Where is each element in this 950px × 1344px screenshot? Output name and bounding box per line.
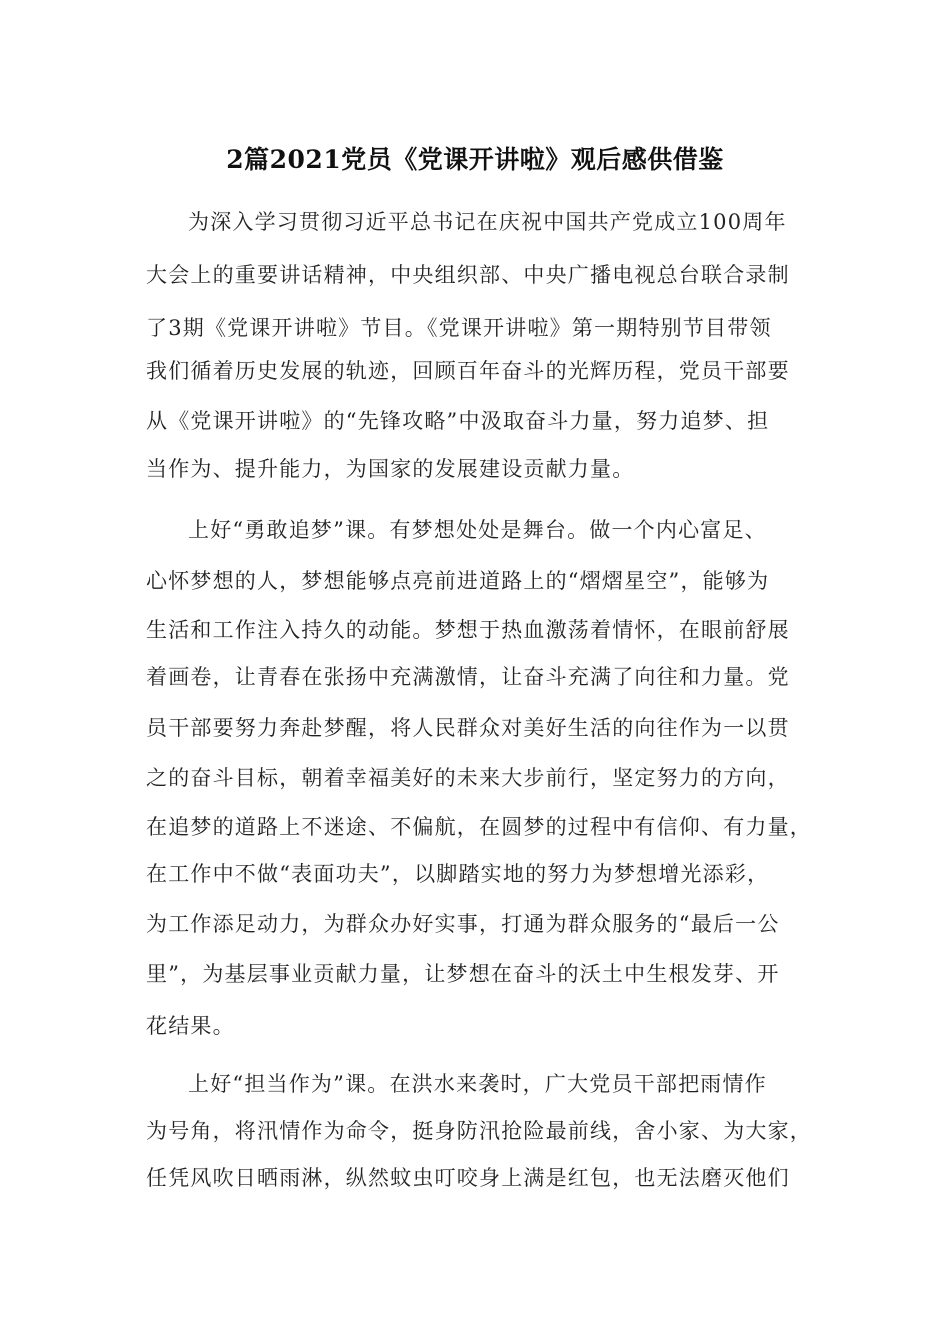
paragraph-1-line-2: 大会上的重要讲话精神，中央组织部、中央广播电视总台联合录制 bbox=[146, 263, 790, 287]
paragraph-1-line-1: 为深入学习贯彻习近平总书记在庆祝中国共产党成立100周年 bbox=[188, 210, 787, 234]
paragraph-1-line-6: 当作为、提升能力，为国家的发展建设贡献力量。 bbox=[146, 457, 635, 481]
paragraph-2-line-9: 为工作添足动力，为群众办好实事，打通为群众服务的“最后一公 bbox=[146, 912, 780, 936]
paragraph-1-line-4: 我们循着历史发展的轨迹，回顾百年奋斗的光辉历程，党员干部要 bbox=[146, 359, 790, 383]
paragraph-2-line-11: 花结果。 bbox=[146, 1014, 235, 1038]
paragraph-3-line-2: 为号角，将汛情作为命令，挺身防汛抢险最前线，舍小家、为大家， bbox=[146, 1119, 812, 1143]
paragraph-2-line-4: 着画卷，让青春在张扬中充满激情，让奋斗充满了向往和力量。党 bbox=[146, 665, 790, 689]
paragraph-2-line-7: 在追梦的道路上不迷途、不偏航，在圆梦的过程中有信仰、有力量， bbox=[146, 815, 812, 839]
paragraph-2-line-2: 心怀梦想的人，梦想能够点亮前进道路上的“熠熠星空”，能够为 bbox=[146, 569, 770, 593]
paragraph-3-line-3: 任凭风吹日晒雨淋，纵然蚊虫叮咬身上满是红包，也无法磨灭他们 bbox=[146, 1166, 790, 1190]
paragraph-2-line-1: 上好“勇敢追梦”课。有梦想处处是舞台。做一个内心富足、 bbox=[188, 518, 767, 542]
paragraph-1-line-3: 了3期《党课开讲啦》节目。《党课开讲啦》第一期特别节目带领 bbox=[146, 316, 772, 340]
paragraph-3-line-1: 上好“担当作为”课。在洪水来袭时，广大党员干部把雨情作 bbox=[188, 1072, 767, 1096]
document-title: 2篇2021党员《党课开讲啦》观后感供借鉴 bbox=[226, 145, 724, 174]
paragraph-2-line-8: 在工作中不做“表面功夫”，以脚踏实地的努力为梦想增光添彩， bbox=[146, 862, 770, 886]
paragraph-2-line-6: 之的奋斗目标，朝着幸福美好的未来大步前行，坚定努力的方向， bbox=[146, 766, 790, 790]
paragraph-2-line-10: 里”，为基层事业贡献力量，让梦想在奋斗的沃土中生根发芽、开 bbox=[146, 962, 780, 986]
paragraph-2-line-3: 生活和工作注入持久的动能。梦想于热血激荡着情怀，在眼前舒展 bbox=[146, 618, 790, 642]
paragraph-2-line-5: 员干部要努力奔赴梦醒，将人民群众对美好生活的向往作为一以贯 bbox=[146, 716, 790, 740]
paragraph-1-line-5: 从《党课开讲啦》的“先锋攻略”中汲取奋斗力量，努力追梦、担 bbox=[146, 409, 770, 433]
